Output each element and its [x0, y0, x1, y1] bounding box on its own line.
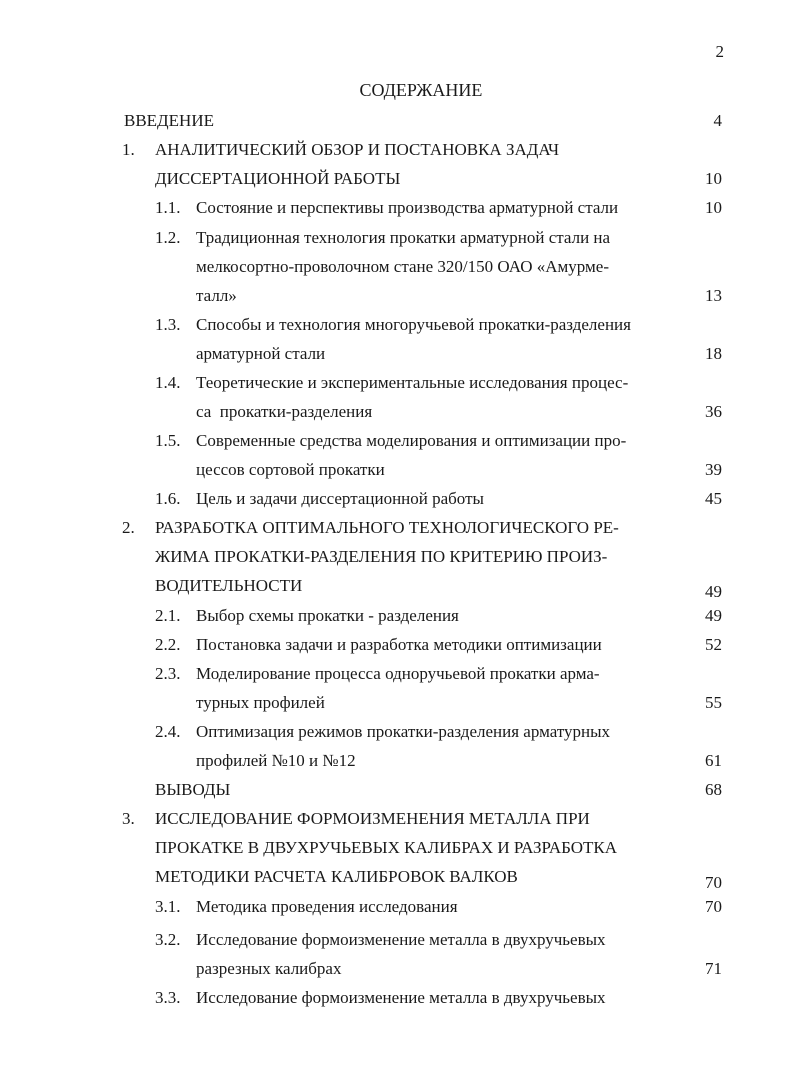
toc-section-2-4-page: 61: [705, 751, 722, 770]
toc-section-3-2-page: 71: [705, 959, 722, 978]
toc-section-1-2-title-line-3: талл»: [196, 286, 237, 305]
toc-section-3-1-title: Методика проведения исследования: [196, 897, 458, 916]
toc-section-2-3-page: 55: [705, 693, 722, 712]
toc-section-3-1-page: 70: [705, 897, 722, 916]
toc-section-1-2-title-line-1: Традиционная технология прокатки арматурной стали на: [196, 228, 611, 247]
toc-section-3-2-title-line-2: разрезных калибрах: [196, 959, 342, 978]
toc-section-1-1-title: Состояние и перспективы производства арматурной стали: [196, 198, 619, 217]
toc-section-1-5-number: 1.5.: [155, 431, 181, 450]
toc-chapter-1-page: 10: [705, 169, 722, 188]
toc-chapter-2-page: 49: [705, 582, 722, 601]
page-title: СОДЕРЖАНИЕ: [359, 80, 483, 100]
toc-section-1-2-title-line-2: мелкосортно-проволочном стане 320/150 ОАО «Амурме-: [196, 257, 609, 276]
toc-section-3-3-number: 3.3.: [155, 988, 181, 1007]
toc-section-3-3-title-line-1: Исследование формоизменение металла в двухручьевых: [196, 988, 606, 1007]
toc-section-1-4-number: 1.4.: [155, 373, 181, 392]
toc-section-2-2-page: 52: [705, 635, 722, 654]
toc-section-2-3-number: 2.3.: [155, 664, 181, 683]
toc-chapter-3-page: 70: [705, 873, 722, 892]
toc-section-1-1-page: 10: [705, 198, 722, 217]
toc-chapter-2-title-line-3: ВОДИТЕЛЬНОСТИ: [155, 576, 303, 595]
toc-section-3-1-number: 3.1.: [155, 897, 181, 916]
toc-section-1-6-title: Цель и задачи диссертационной работы: [196, 489, 484, 508]
toc-chapter-3-title-line-3: МЕТОДИКИ РАСЧЕТА КАЛИБРОВОК ВАЛКОВ: [155, 867, 518, 886]
toc-intro-title: ВВЕДЕНИЕ: [124, 111, 214, 130]
toc-section-2-3-title-line-1: Моделирование процесса одноручьевой прокатки арма-: [196, 664, 600, 683]
toc-section-2-4-number: 2.4.: [155, 722, 181, 741]
toc-chapter-2-number: 2.: [122, 518, 135, 537]
toc-section-1-3-number: 1.3.: [155, 315, 181, 334]
toc-chapter-1-number: 1.: [122, 140, 135, 159]
toc-section-2-1-page: 49: [705, 606, 722, 625]
toc-section-1-3-page: 18: [705, 344, 722, 363]
toc-section-1-5-page: 39: [705, 460, 722, 479]
toc-chapter-3-number: 3.: [122, 809, 135, 828]
toc-chapter-3-title-line-1: ИССЛЕДОВАНИЕ ФОРМОИЗМЕНЕНИЯ МЕТАЛЛА ПРИ: [155, 809, 590, 828]
toc-section-1-4-title-line-2: са прокатки-разделения: [196, 402, 373, 421]
toc-section-2-4-title-line-2: профилей №10 и №12: [196, 751, 356, 770]
toc-section-3-2-title-line-1: Исследование формоизменение металла в двухручьевых: [196, 930, 606, 949]
toc-section-1-6-page: 45: [705, 489, 722, 508]
toc-intro-page: 4: [713, 111, 722, 130]
toc-section-1-3-title-line-2: арматурной стали: [196, 344, 326, 363]
toc-section-1-2-page: 13: [705, 286, 722, 305]
toc-section-2-2-number: 2.2.: [155, 635, 181, 654]
toc-section-2-1-number: 2.1.: [155, 606, 181, 625]
toc-section-1-5-title-line-2: цессов сортовой прокатки: [196, 460, 385, 479]
toc-section-1-2-number: 1.2.: [155, 228, 181, 247]
page-number: 2: [715, 42, 724, 61]
toc-conclusions-title: ВЫВОДЫ: [155, 780, 231, 799]
toc-section-2-2-title: Постановка задачи и разработка методики оптимизации: [196, 635, 602, 654]
toc-chapter-2-title-line-2: ЖИМА ПРОКАТКИ-РАЗДЕЛЕНИЯ ПО КРИТЕРИЮ ПРОИЗ-: [155, 547, 608, 566]
toc-section-3-2-number: 3.2.: [155, 930, 181, 949]
toc-chapter-1-title-line-2: ДИССЕРТАЦИОННОЙ РАБОТЫ: [155, 169, 401, 188]
toc-section-2-1-title: Выбор схемы прокатки - разделения: [196, 606, 459, 625]
toc-section-1-5-title-line-1: Современные средства моделирования и оптимизации про-: [196, 431, 627, 450]
toc-chapter-3-title-line-2: ПРОКАТКЕ В ДВУХРУЧЬЕВЫХ КАЛИБРАХ И РАЗРАБОТКА: [155, 838, 618, 857]
toc-chapter-2-title-line-1: РАЗРАБОТКА ОПТИМАЛЬНОГО ТЕХНОЛОГИЧЕСКОГО РЕ-: [155, 518, 619, 537]
toc-section-1-4-page: 36: [705, 402, 722, 421]
toc-chapter-1-title-line-1: АНАЛИТИЧЕСКИЙ ОБЗОР И ПОСТАНОВКА ЗАДАЧ: [155, 140, 560, 159]
toc-conclusions-page: 68: [705, 780, 722, 799]
toc-section-2-3-title-line-2: турных профилей: [196, 693, 325, 712]
toc-section-2-4-title-line-1: Оптимизация режимов прокатки-разделения арматурных: [196, 722, 611, 741]
toc-section-1-4-title-line-1: Теоретические и экспериментальные исследования процес-: [196, 373, 629, 392]
toc-section-1-1-number: 1.1.: [155, 198, 181, 217]
toc-section-1-6-number: 1.6.: [155, 489, 181, 508]
toc-section-1-3-title-line-1: Способы и технология многоручьевой прокатки-разделения: [196, 315, 631, 334]
